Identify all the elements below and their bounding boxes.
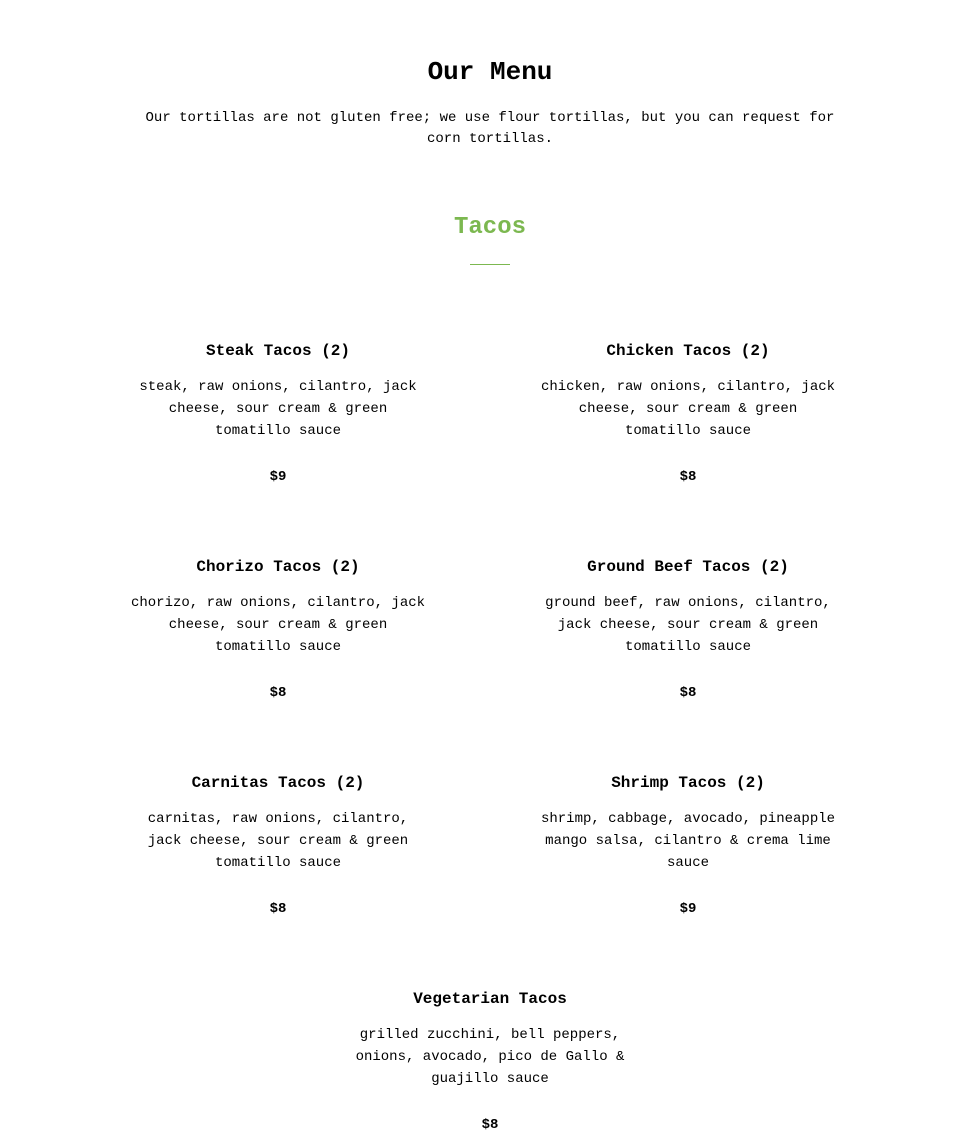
menu-item [128,340,428,488]
menu-item-description: chicken, raw onions, cilantro, jack cheese, sour cream & green tomatillo sauce [540,379,836,439]
menu-item [128,772,428,920]
menu-item-name: Chicken Tacos (2) [606,342,770,360]
menu-item-price: $8 [679,469,697,485]
menu-item-price: $8 [269,685,287,701]
menu-item-description: grilled zucchini, bell peppers, onions, avocado, pico de Gallo & guajillo sauce [355,1027,625,1087]
menu-item-description: shrimp, cabbage, avocado, pineapple mango salsa, cilantro & crema lime sauce [540,811,836,871]
menu-item [128,556,428,704]
menu-item-name: Vegetarian Tacos [413,990,567,1008]
section-title-tacos: Tacos [453,214,526,241]
menu-item-price: $8 [679,685,697,701]
menu-item-name: Steak Tacos (2) [205,342,351,360]
menu-item-price: $9 [269,469,287,485]
section-divider [470,264,510,265]
menu-item-description: ground beef, raw onions, cilantro, jack cheese, sour cream & green tomatillo sauce [545,595,831,655]
menu-item-description: chorizo, raw onions, cilantro, jack cheese, sour cream & green tomatillo sauce [130,595,426,655]
menu-item-price: $9 [679,901,697,917]
page-title: Our Menu [427,57,553,87]
menu-item [538,556,838,704]
menu-item-name: Chorizo Tacos (2) [196,558,360,576]
menu-item-description: carnitas, raw onions, cilantro, jack cheese, sour cream & green tomatillo sauce [147,811,409,871]
menu-item-price: $8 [269,901,287,917]
menu-item [538,772,838,920]
menu-item [340,988,640,1136]
menu-item-name: Ground Beef Tacos (2) [587,558,789,576]
menu-item [538,340,838,488]
menu-intro-text: Our tortillas are not gluten free; we use flour tortillas, but you can request for corn tortillas. [145,110,835,147]
menu-item-name: Carnitas Tacos (2) [191,774,365,792]
menu-item-description: steak, raw onions, cilantro, jack cheese, sour cream & green tomatillo sauce [139,379,417,439]
menu-item-price: $8 [481,1117,499,1133]
menu-item-name: Shrimp Tacos (2) [611,774,765,792]
